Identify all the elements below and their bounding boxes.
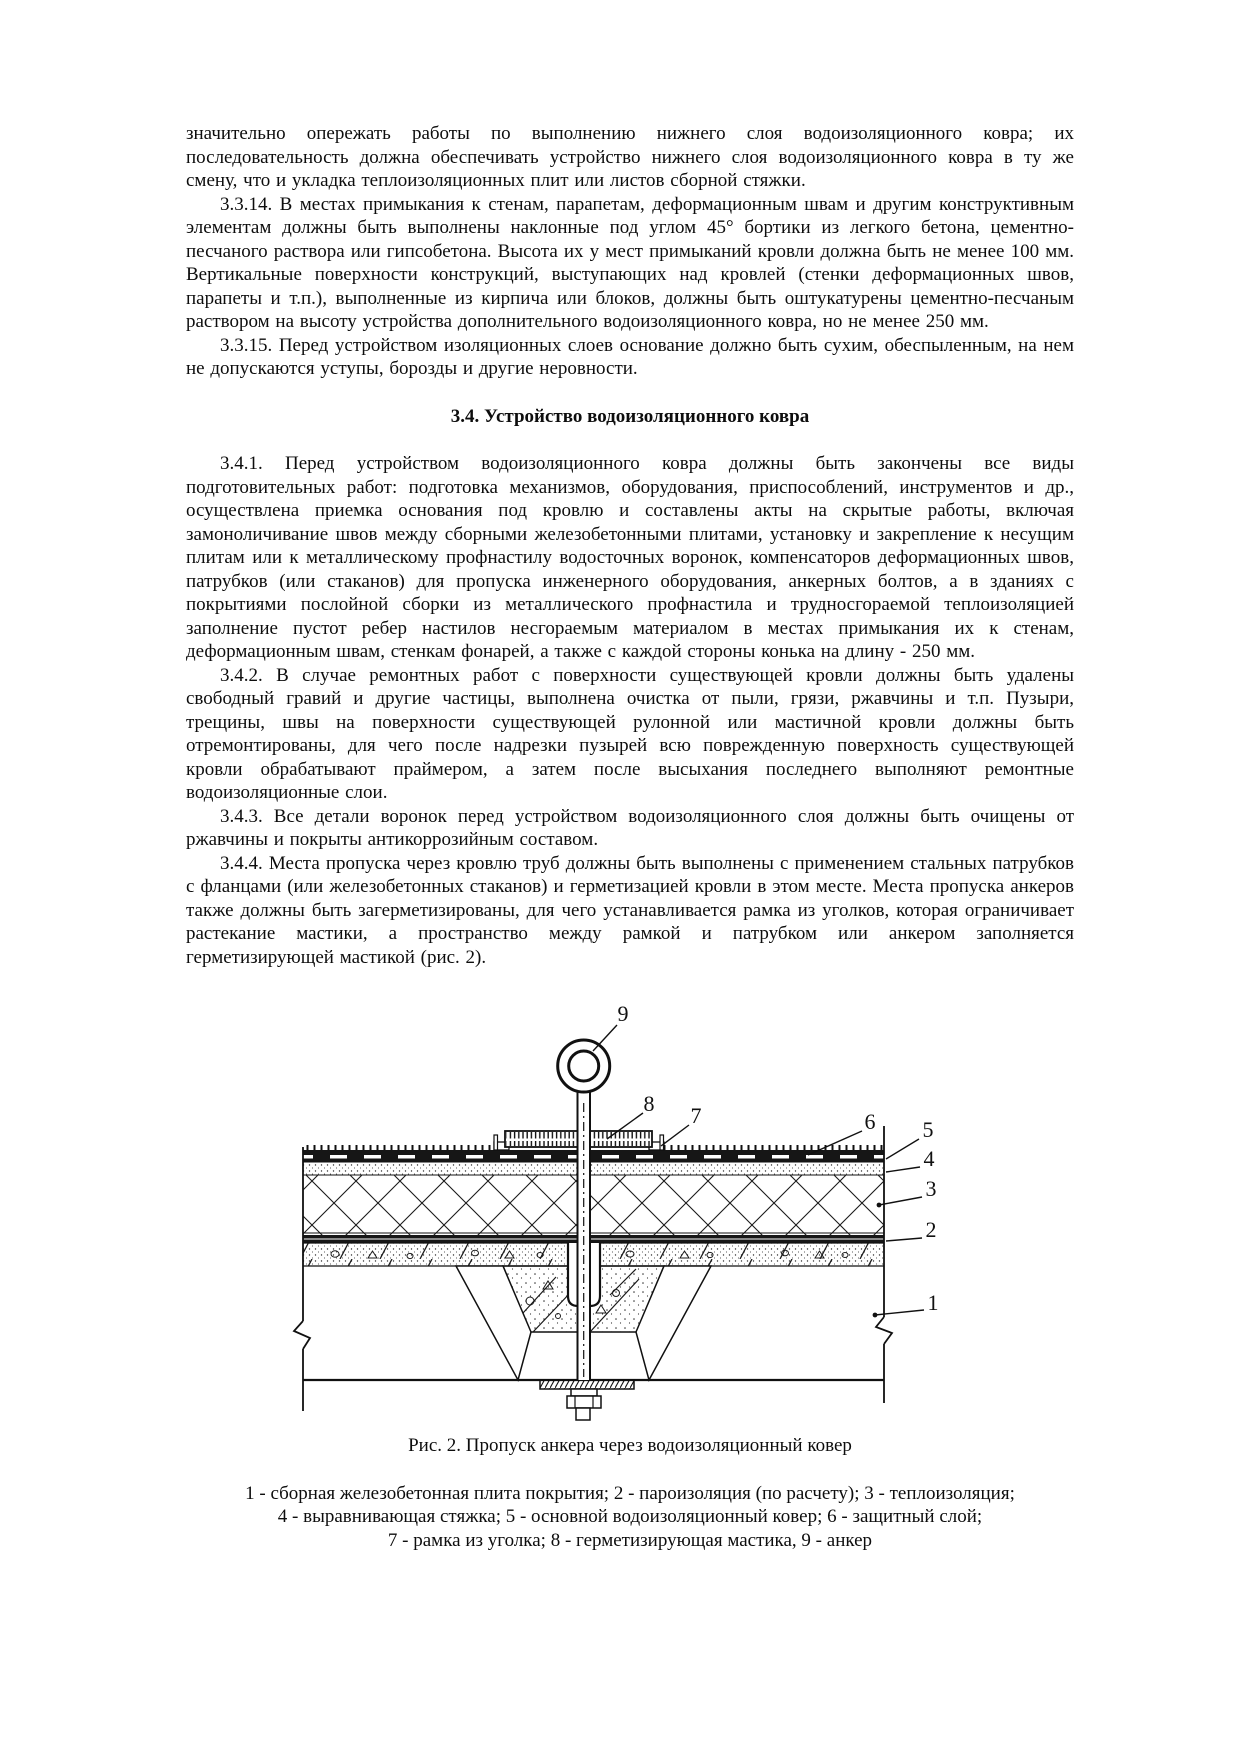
figure-2-drawing bbox=[290, 983, 970, 1435]
paragraph-3-4-1: 3.4.1. Перед устройством водоизоляционного ковра должны быть закончены все виды подготовительных работ: подготовка механизмов, оборудования, приспособлений, инструментов и др., осуществлена приемка основания под кровлю и составлены акты на скрытые работы, включая замоноличивание швов между сборными железобетонными плитами, установку и закрепление к несущим плитам или к металлическому профнастилу водосточных воронок, компенсаторов деформационных швов, патрубков (или стаканов) для пропуска инженерного оборудования, анкерных болтов, а в зданиях с покрытиями послойной сборки из металлического профнастила и трудносгораемой теплоизоляцией заполнение пустот ребер настилов несгораемым материалом в местах примыкания их к стенам, деформационным швам, стенкам фонарей, а также с каждой стороны конька на длину - 250 мм. bbox=[186, 453, 1074, 662]
body-text bbox=[186, 122, 1074, 969]
figure-label-2: 2 bbox=[925, 1217, 937, 1242]
figure-label-3: 3 bbox=[925, 1176, 937, 1201]
figure-label-6: 6 bbox=[864, 1109, 876, 1134]
figure-legend-line: 7 - рамка из уголка; 8 - герметизирующая мастика, 9 - анкер bbox=[387, 1529, 873, 1551]
anchor-rod bbox=[578, 1092, 591, 1380]
paragraph-3-4-3: 3.4.3. Все детали воронок перед устройством водоизоляционного слоя должны быть очищены от ржавчины и покрыты антикоррозийным составом. bbox=[186, 805, 1074, 850]
figure-caption: Рис. 2. Пропуск анкера через водоизоляционный ковер bbox=[408, 1435, 852, 1456]
figure-legend-line: 4 - выравнивающая стяжка; 5 - основной водоизоляционный ковер; 6 - защитный слой; bbox=[277, 1506, 983, 1527]
figure-2 bbox=[186, 983, 1074, 1440]
figure-label-9: 9 bbox=[617, 1001, 629, 1026]
figure-label-7: 7 bbox=[690, 1103, 702, 1128]
figure-label-4: 4 bbox=[923, 1146, 935, 1171]
figure-legend bbox=[186, 1482, 1074, 1553]
paragraph-3-3-14: 3.3.14. В местах примыкания к стенам, парапетам, деформационным швам и другим конструктивным элементам должны быть выполнены наклонные под углом 45° бортики из легкого бетона, цементно-песчаного раствора или гипсобетона. Высота их у мест примыканий кровли должна быть не менее 100 мм. Вертикальные поверхности конструкций, выступающих над кровлей (стенки деформационных швов, парапеты и т.п.), выполненные из кирпича или блоков, должны быть оштукатурены цементно-песчаным раствором на высоту устройства дополнительного водоизоляционного ковра, но не менее 250 мм. bbox=[186, 193, 1074, 332]
paragraph-3-3-15: 3.3.15. Перед устройством изоляционных слоев основание должно быть сухим, обеспыленным, на нем не допускаются уступы, борозды и другие неровности. bbox=[186, 334, 1074, 379]
thermal-insulation-layer bbox=[303, 1175, 884, 1235]
section-heading: 3.4. Устройство водоизоляционного ковра bbox=[450, 405, 810, 427]
figure-label-8: 8 bbox=[643, 1091, 655, 1116]
paragraph-3-4-4: 3.4.4. Места пропуска через кровлю труб должны быть выполнены с применением стальных патрубков с фланцами (или железобетонных стаканов) и герметизацией кровли в этом месте. Места пропуска анкеров также должны быть загерметизированы, для чего устанавливается рамка из уголков, которая ограничивает растекание мастики, а пространство между рамкой и патрубком или анкером заполняется герметизирующей мастикой (рис. 2). bbox=[186, 852, 1074, 968]
paragraph-3-4-2: 3.4.2. В случае ремонтных работ с поверхности существующей кровли должны быть удалены свободный гравий и другие частицы, выполнена очистка от пыли, грязи, ржавчины и т.п. Пузыри, трещины, швы на поверхности существующей рулонной или мастичной кровли должны быть отремонтированы, для чего после надрезки пузырей всю поврежденную поверхность существующей кровли обрабатывают праймером, а затем после высыхания последнего выполняют ремонтные водоизоляционные слои. bbox=[186, 664, 1074, 803]
figure-label-5: 5 bbox=[922, 1117, 934, 1142]
protective-layer-ticks bbox=[303, 1145, 497, 1150]
paragraph: значительно опережать работы по выполнению нижнего слоя водоизоляционного ковра; их последовательность должна обеспечивать устройство нижнего слоя водоизоляционного ковра в ту же смену, что и укладка теплоизоляционных плит или листов сборной стяжки. bbox=[186, 123, 1074, 191]
anchor-washer-nut bbox=[540, 1380, 634, 1420]
figure-label-1: 1 bbox=[927, 1290, 939, 1315]
anchor-ring bbox=[558, 1040, 610, 1092]
figure-legend-line: 1 - сборная железобетонная плита покрытия; 2 - пароизоляция (по расчету); 3 - теплоизоляция; bbox=[245, 1482, 1015, 1504]
